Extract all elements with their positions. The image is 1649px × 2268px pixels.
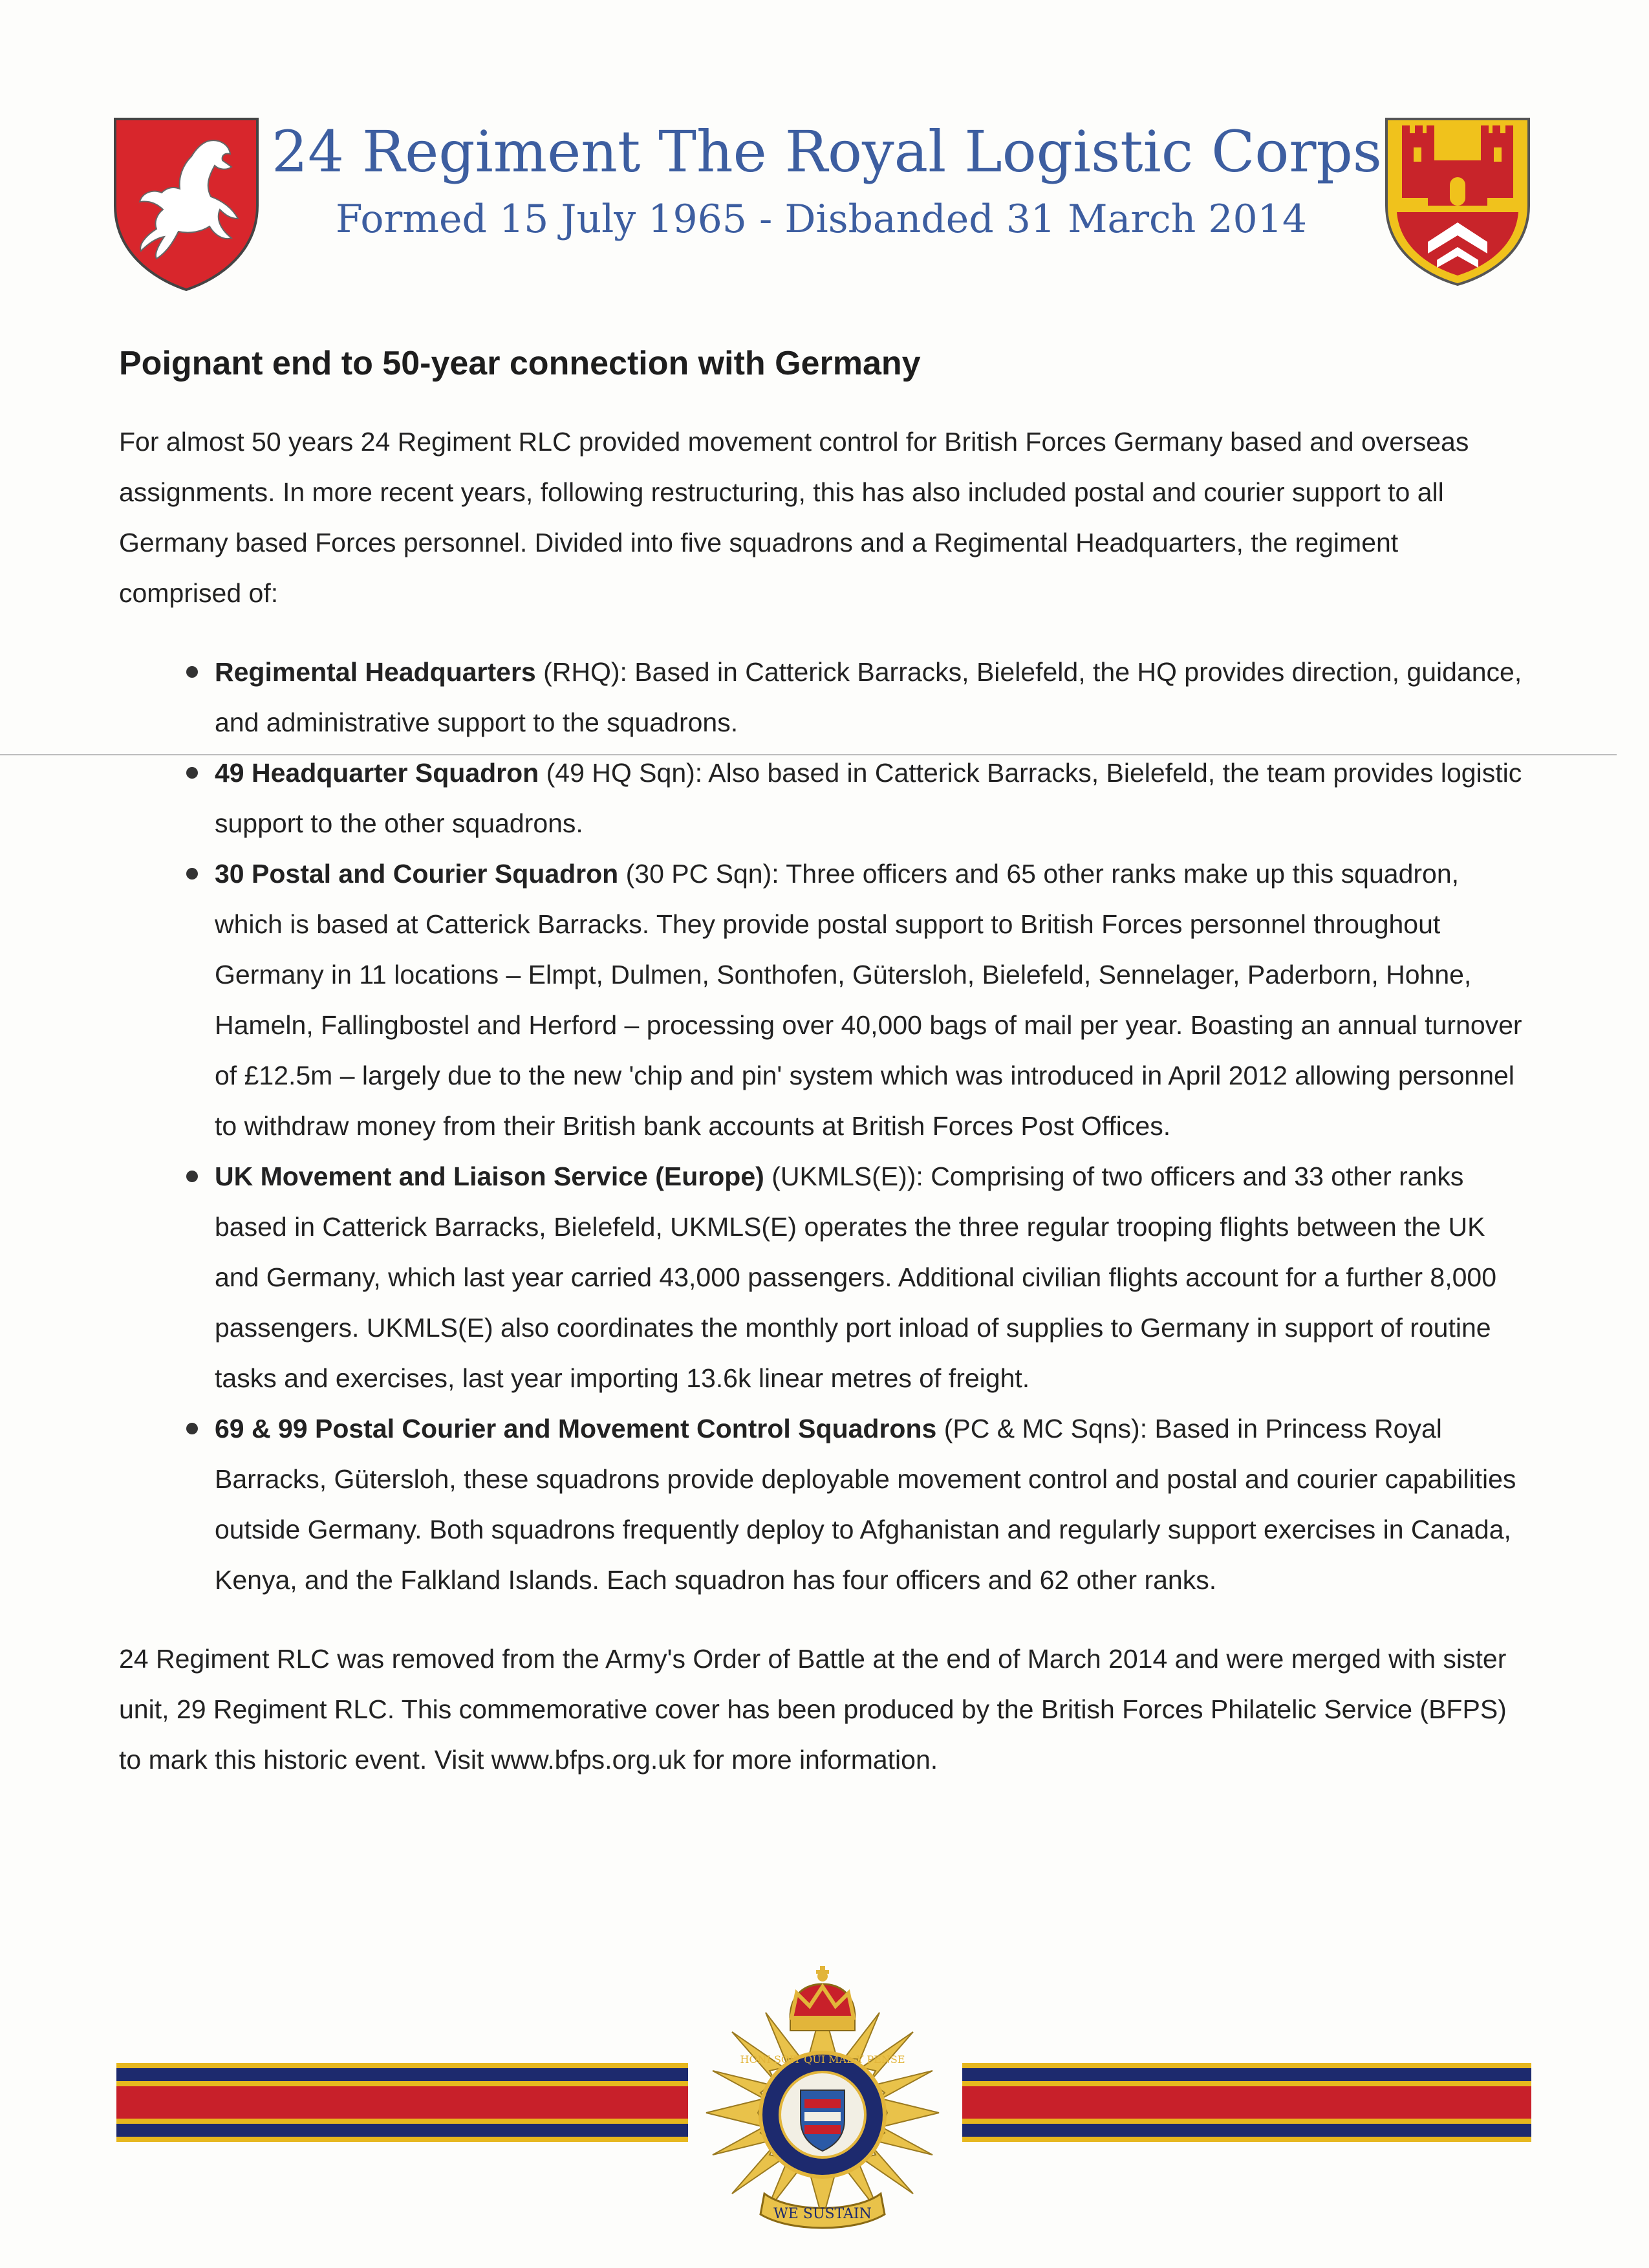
regimental-stripe-left	[116, 2063, 688, 2142]
page-subtitle: Formed 15 July 1965 - Disbanded 31 March 2014	[335, 197, 1308, 242]
unit-name: UK Movement and Liaison Service (Europe)	[215, 1161, 764, 1191]
rlc-cap-badge-icon	[693, 1961, 952, 2239]
list-item	[215, 848, 1522, 1151]
unit-name: 49 Headquarter Squadron	[215, 758, 539, 788]
unit-description: (PC & MC Sqns): Based in Princess Royal Barracks, Gütersloh, these squadrons provide deployable movement control and postal and courier capabilities outside Germany. Both squadrons frequently deploy to Afghanistan and regularly support exercises in Canada, Kenya, and the Falkland Islands. Each squadron has four officers and 62 other ranks.	[215, 1414, 1516, 1595]
white-horse-shield-icon	[111, 115, 261, 293]
closing-paragraph: 24 Regiment RLC was removed from the Army's Order of Battle at the end of March 2014 and were merged with sister unit, 29 Regiment RLC. This commemorative cover has been produced by the British Forces Philatelic Service (BFPS) to mark this historic event. Visit www.bfps.org.uk for more information.	[119, 1644, 1507, 1775]
unit-description: (RHQ): Based in Catterick Barracks, Bielefeld, the HQ provides direction, guidance, and administrative support to the squadrons.	[215, 657, 1522, 737]
list-item	[215, 1403, 1522, 1605]
badge-motto: WE SUSTAIN	[773, 2206, 872, 2222]
regimental-stripe-right	[962, 2063, 1531, 2142]
unit-description: (49 HQ Sqn): Also based in Catterick Barracks, Bielefeld, the team provides logistic support to the other squadrons.	[215, 758, 1522, 838]
unit-name: 30 Postal and Courier Squadron	[215, 859, 619, 889]
list-item	[215, 647, 1522, 748]
badge-garter-text: HONI SOIT QUI MAL Y PENSE	[740, 2053, 905, 2066]
list-item	[215, 748, 1522, 848]
unit-description: (UKMLS(E)): Comprising of two officers and 33 other ranks based in Catterick Barracks, Bielefeld, UKMLS(E) operates the three regular trooping flights between the UK and Germany, which last year carried 43,000 passengers. Additional civilian flights account for a further 8,000 passengers. UKMLS(E) also coordinates the monthly port inload of supplies to Germany in support of routine tasks and exercises, last year importing 13.6k linear metres of freight.	[215, 1161, 1496, 1393]
bullet-icon	[186, 1423, 198, 1434]
unit-description: (30 PC Sqn): Three officers and 65 other ranks make up this squadron, which is based at Catterick Barracks. They provide postal support to British Forces personnel throughout Germany in 11 locations – Elmpt, Dulmen, Sonthofen, Gütersloh, Bielefeld, Sennelager, Paderborn, Hohne, Hameln, Fallingbostel and Herford – processing over 40,000 bags of mail per year. Boasting an annual turnover of £12.5m – largely due to the new 'chip and pin' system which was introduced in April 2012 allowing personnel to withdraw money from their British bank accounts at British Forces Post Offices.	[215, 859, 1522, 1141]
article-heading: Poignant end to 50-year connection with Germany	[119, 345, 921, 382]
intro-paragraph: For almost 50 years 24 Regiment RLC provided movement control for British Forces Germany based and overseas assignments. In more recent years, following restructuring, this has also included postal and courier support to all Germany based Forces personnel. Divided into five squadrons and a Regimental Headquarters, the regiment comprised of:	[119, 427, 1469, 608]
bullet-icon	[186, 868, 198, 880]
unit-name: 69 & 99 Postal Courier and Movement Control Squadrons	[215, 1414, 937, 1443]
list-item	[215, 1151, 1522, 1403]
page-title: 24 Regiment The Royal Logistic Corps	[272, 118, 1382, 185]
crown-icon	[790, 1966, 855, 2031]
unit-name: Regimental Headquarters	[215, 657, 536, 687]
article	[119, 338, 1522, 1785]
unit-list	[119, 647, 1522, 1605]
header-title-block	[272, 116, 1382, 248]
bullet-icon	[186, 1171, 198, 1182]
bullet-icon	[186, 666, 198, 678]
bullet-icon	[186, 767, 198, 779]
castle-shield-icon	[1383, 115, 1533, 288]
